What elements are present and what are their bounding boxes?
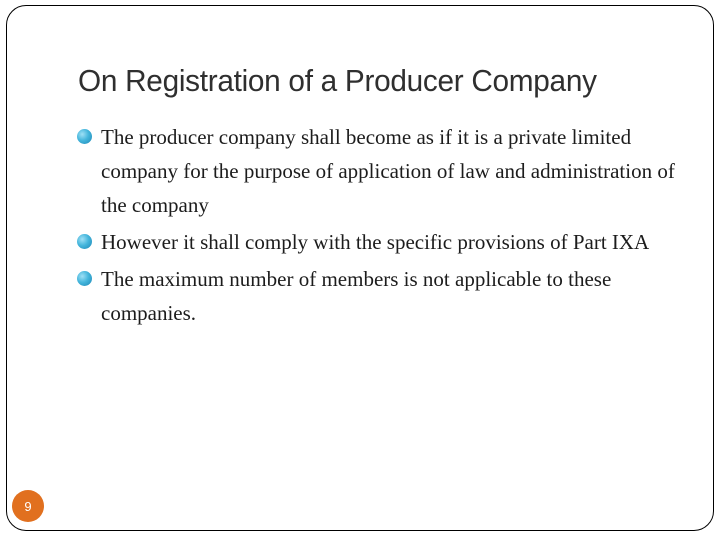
- page-number: 9: [24, 498, 32, 514]
- bullet-text: The maximum number of members is not applicable to these companies.: [101, 267, 612, 325]
- bullet-text: However it shall comply with the specific provisions of Part IXA: [101, 230, 650, 254]
- bullet-text: The producer company shall become as if it is a private limited company for the purpose of application of law and administration of the company: [101, 125, 675, 217]
- bullet-item: [76, 225, 686, 259]
- slide-title: On Registration of a Producer Company: [78, 63, 597, 98]
- bullet-item: [76, 262, 686, 330]
- bullet-icon: [77, 129, 92, 144]
- bullet-icon: [77, 271, 92, 286]
- bullet-item: [76, 120, 686, 222]
- bullet-icon: [77, 234, 92, 249]
- page-number-badge: [12, 490, 44, 522]
- bullet-list: [76, 120, 686, 333]
